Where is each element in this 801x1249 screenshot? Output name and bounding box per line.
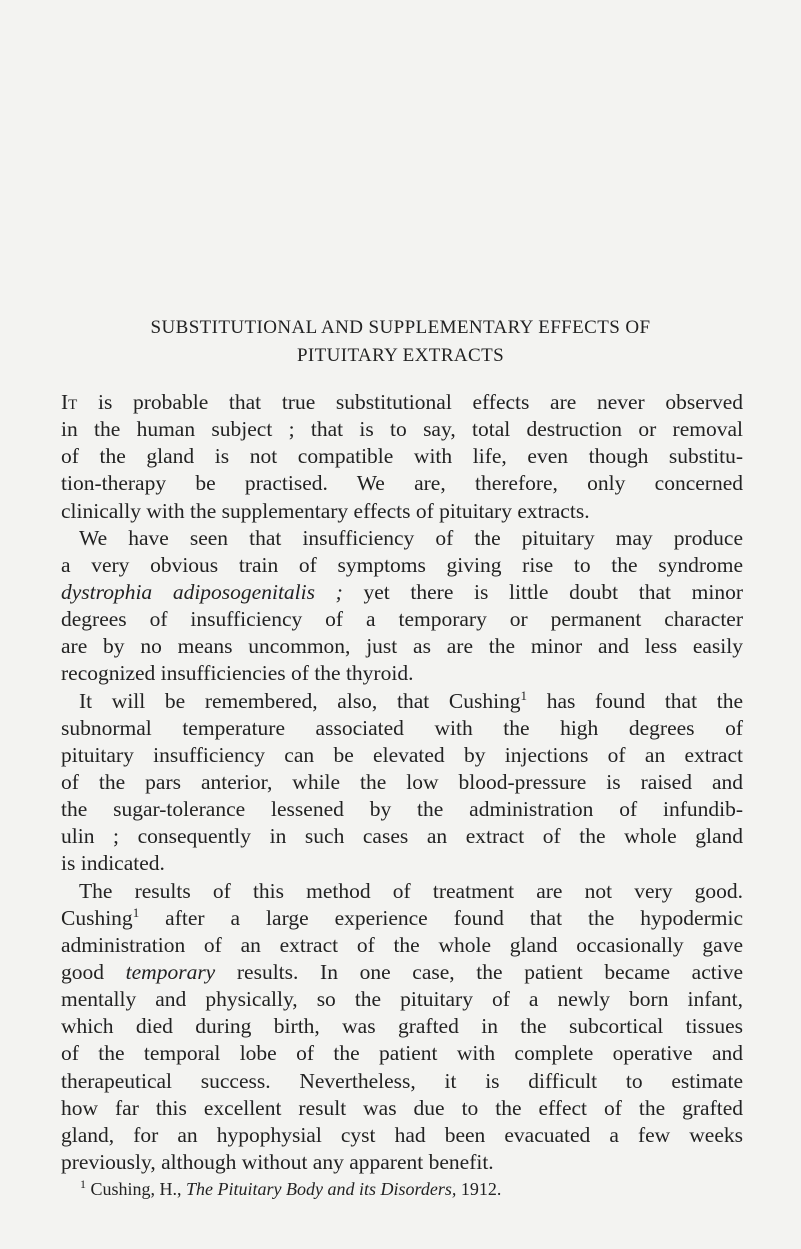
text-line: in the human subject ; that is to say, total destruction or removal [61,417,743,442]
text-line: administration of an extract of the whole gland occasionally gave [61,932,743,957]
footnote-reference: 1 [132,904,140,920]
text-line: the sugar-tolerance lessened by the administration of infundib- [61,797,743,822]
body-text [61,389,743,1176]
text-line: clinically with the supplementary effects of pituitary extracts. [61,498,590,523]
footnote-reference: 1 [520,687,528,703]
text-line: tion-therapy be practised. We are, therefore, only concerned [61,471,743,496]
text-line: are by no means uncommon, just as are the minor and less easily [61,634,743,659]
chapter-title-line-1: SUBSTITUTIONAL AND SUPPLEMENTARY EFFECTS OF [150,317,651,338]
text-fragment: good [61,959,126,984]
text-fragment: has found that the [527,688,743,713]
text-fragment: Cushing [61,905,133,930]
text-line: mentally and physically, so the pituitary of a newly born infant, [61,987,743,1012]
text-line: subnormal temperature associated with the high degrees of [61,715,743,740]
text-line: how far this excellent result was due to the effect of the grafted [61,1095,743,1120]
text-line: is indicated. [61,851,165,876]
text-line [61,959,743,986]
text-line: of the gland is not compatible with life, even though substitu- [61,444,743,469]
syndrome-name: dystrophia adiposogenitalis ; [61,579,343,604]
text-line: a very obvious train of symptoms giving rise to the syndrome [61,552,743,577]
text-line: which died during birth, was grafted in the subcortical tissues [61,1014,743,1039]
text-line: We have seen that insufficiency of the pituitary may produce [79,525,743,550]
text-line [61,688,743,715]
text-line [61,389,743,416]
text-line: recognized insufficiencies of the thyroid. [61,661,414,686]
text-line: therapeutical success. Nevertheless, it is difficult to estimate [61,1068,743,1093]
text-line: pituitary insufficiency can be elevated by injections of an extract [61,742,743,767]
text-line: gland, for an hypophysial cyst had been evacuated a few weeks [61,1122,743,1147]
text-line: of the pars anterior, while the low blood-pressure is raised and [61,769,743,794]
text-line: previously, although without any apparent benefit. [61,1149,494,1174]
text-line: of the temporal lobe of the patient with complete operative and [61,1041,743,1066]
paragraph-opening-word: It [61,390,78,414]
text-fragment: is probable that true substitutional effects are never observed [77,390,743,414]
chapter-title-line-2: PITUITARY EXTRACTS [296,345,505,366]
text-fragment: yet there is little doubt that minor [342,579,743,604]
footnote-prefix: Cushing, H., [86,1179,187,1199]
emphasis-temporary: temporary [125,959,216,984]
footnote-book-title: The Pituitary Body and its Disorders, [186,1179,457,1199]
text-line [61,579,743,606]
text-line: The results of this method of treatment are not very good. [79,878,743,903]
footnote-year: 1912. [456,1179,502,1199]
text-line: degrees of insufficiency of a temporary or permanent character [61,607,743,632]
footnote [80,1178,501,1200]
text-line [61,905,743,932]
text-fragment: results. In one case, the patient became active [215,959,744,984]
text-line: ulin ; consequently in such cases an extract of the whole gland [61,824,743,849]
footnote-marker: 1 [80,1177,86,1191]
text-fragment: after a large experience found that the hypodermic [139,905,743,930]
text-fragment: It will be remembered, also, that Cushing [79,688,521,713]
